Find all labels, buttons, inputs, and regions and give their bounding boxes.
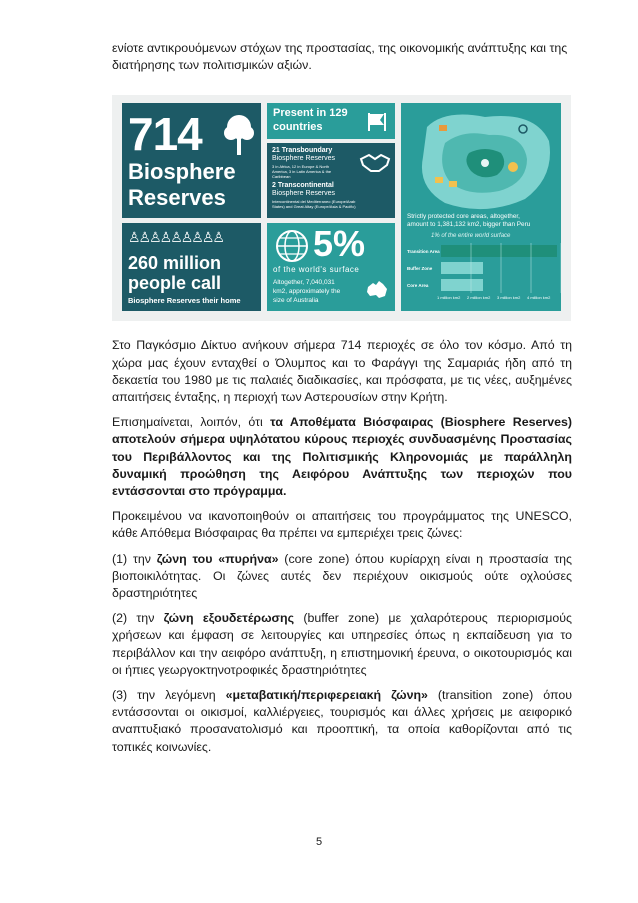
transcontinental-detail-2: States) and Great Altay (Europe/Asia & Pacific) [272,204,356,210]
zone-label-transition: Transition Area [407,249,440,255]
emphasis-lead: Επισημαίνεται, λοιπόν, ότι [112,415,271,430]
flag-icon [365,109,389,133]
intro-paragraph: ενίοτε αντικρουόμενων στόχων της προστασίας, της οικονομικής ανάπτυξης και της διατήρησης των πολιτισμικών αξιών. [112,41,568,73]
zones-panel [401,103,561,311]
buffer-zone-lead: (2) την [112,611,164,626]
people-line-1: 260 million [128,253,222,274]
globe-icon [275,229,309,263]
transcontinental-title-2: Biosphere Reserves [272,190,336,198]
core-bar [441,279,483,291]
surface-panel [267,223,395,311]
handshake-icon [359,149,391,175]
transboundary-detail-1: 3 in Africa, 12 in Europe & North [272,164,330,170]
reserves-count: 714 [128,108,202,161]
paragraph-buffer-zone [112,610,572,679]
core-line-1: Strictly protected core areas, altogether, [407,213,520,221]
axis-label-1: 1 million km2 [437,295,461,301]
reserves-panel [122,103,261,218]
core-zone-desc: (core zone) όπου κυρίαρχη είναι η προστασία της βιοποικιλότητας. Οι ζώνες αυτές δεν περιέχουν οικισμούς ούτε οχλούσες δραστηριότητες [112,551,572,601]
transition-zone-lead: (3) την λεγόμενη [112,688,226,703]
page-content [112,40,572,764]
countries-panel [267,103,395,139]
axis-label-4: 4 million km2 [527,295,551,301]
transition-zone-desc: (transition zone) όπου εντάσσονται οι οικισμοί, καλλιέργειες, τουρισμός και άλλες χρήσεις με αειφορικό αναπτυξιακό προσανατολισμό και προοπτική, τα οποία καθορίζονται από τις τοπικές κοινωνίες. [112,688,572,754]
area-line-1: Altogether, 7,040,031 [273,279,335,287]
page-number: 5 [315,836,323,848]
people-line-2: people call [128,273,222,294]
people-icons: ♙♙♙♙♙♙♙♙♙ [128,229,223,246]
paragraph-core-zone [112,551,572,603]
core-note: 1% of the entire world surface [431,233,511,240]
countries-line-2: countries [273,121,323,134]
core-zone-lead: (1) την [112,551,157,566]
area-line-2: km2, approximately the [273,288,341,296]
core-line-2: amount to 1,381,132 km2, bigger than Peru [407,221,531,229]
axis-label-3: 3 million km2 [497,295,521,301]
tree-icon [222,113,256,157]
buffer-bar [441,262,483,274]
surface-percent: 5% [313,223,366,265]
transboundary-detail-3: Caribbean [272,174,291,180]
core-zone-term: ζώνη του «πυρήνα» [156,551,279,566]
transboundary-panel [267,143,395,218]
axis-label-2: 2 million km2 [467,295,491,301]
zone-label-core: Core Area [407,283,429,289]
people-line-3: Biosphere Reserves their home [128,296,241,306]
surface-label: of the world's surface [273,265,360,275]
buffer-zone-desc: (buffer zone) με χαλαρότερους περιορισμούς χρήσεων και έμφαση σε λειτουργίες και υπηρεσίες όπως η εκπαίδευση για το περιβάλλον και την αειφόρο ανάπτυξη, η επιστημονική έρευνα, ο οικοτουρισμός και οι ήπιες γεωργοκτηνοτροφικές δραστηριότητες [112,611,573,677]
paragraph-network: Στο Παγκόσμιο Δίκτυο ανήκουν σήμερα 714 περιοχές σε όλο τον κόσμο. Από τη χώρα μας έχουν ενταχθεί ο Όλυμπος και το Φαράγγι της Σαμαριάς ήδη από τη δεκαετία του 1980 με τις παλαιές διαδικασίες, και πρόσφατα, με τις νέες, αυξημένες απαιτήσεις ένταξης, η περιοχή των Αστερουσίων στην Κρήτη. [112,338,572,405]
australia-map-icon [365,279,389,301]
transboundary-title-2: Biosphere Reserves [272,155,336,163]
reserves-label-1: Biosphere [128,159,236,185]
transcontinental-detail-1: Intercontinental del Mediterraneo (Europe/Arab [272,199,356,205]
countries-line-1: Present in 129 [273,107,348,120]
paragraph-emphasis [112,414,572,500]
emphasis-bold: τα Αποθέματα Βιόσφαιρας (Biosphere Reserves) αποτελούν σήμερα υψηλότατου κύρους περιοχές συνδυασμένης Προστασίας του Περιβάλλοντος και της Πολιτισμικής Κληρονομιάς με παράλληλη δυναμική προώθηση της Αειφόρου Ανάπτυξης των περιοχών που εντάσσονται στο πρόγραμμα. [112,415,572,499]
area-line-3: size of Australia [273,297,319,305]
buffer-zone-term: ζώνη εξουδετέρωσης [163,611,295,626]
paragraph-transition-zone [112,687,572,756]
paragraph-requirements: Προκειμένου να ικανοποιηθούν οι απαιτήσεις του προγράμματος της UNESCO, κάθε Απόθεμα Βιόσφαιρας θα πρέπει να εμπεριέχει τρεις ζώνες: [112,509,572,541]
people-panel [122,223,261,311]
transboundary-detail-2: America, 3 in Latin America & the [272,169,332,175]
biosphere-infographic [112,95,571,321]
transition-zone-term: «μεταβατική/περιφερειακή ζώνη» [225,688,428,703]
zone-label-buffer: Buffer Zone [407,266,433,272]
zone-bar-chart [401,103,561,311]
transition-bar [441,245,557,257]
transboundary-title-1: 21 Transboundary [272,147,333,155]
transcontinental-title-1: 2 Transcontinental [272,182,334,190]
reserves-label-2: Reserves [128,185,226,211]
